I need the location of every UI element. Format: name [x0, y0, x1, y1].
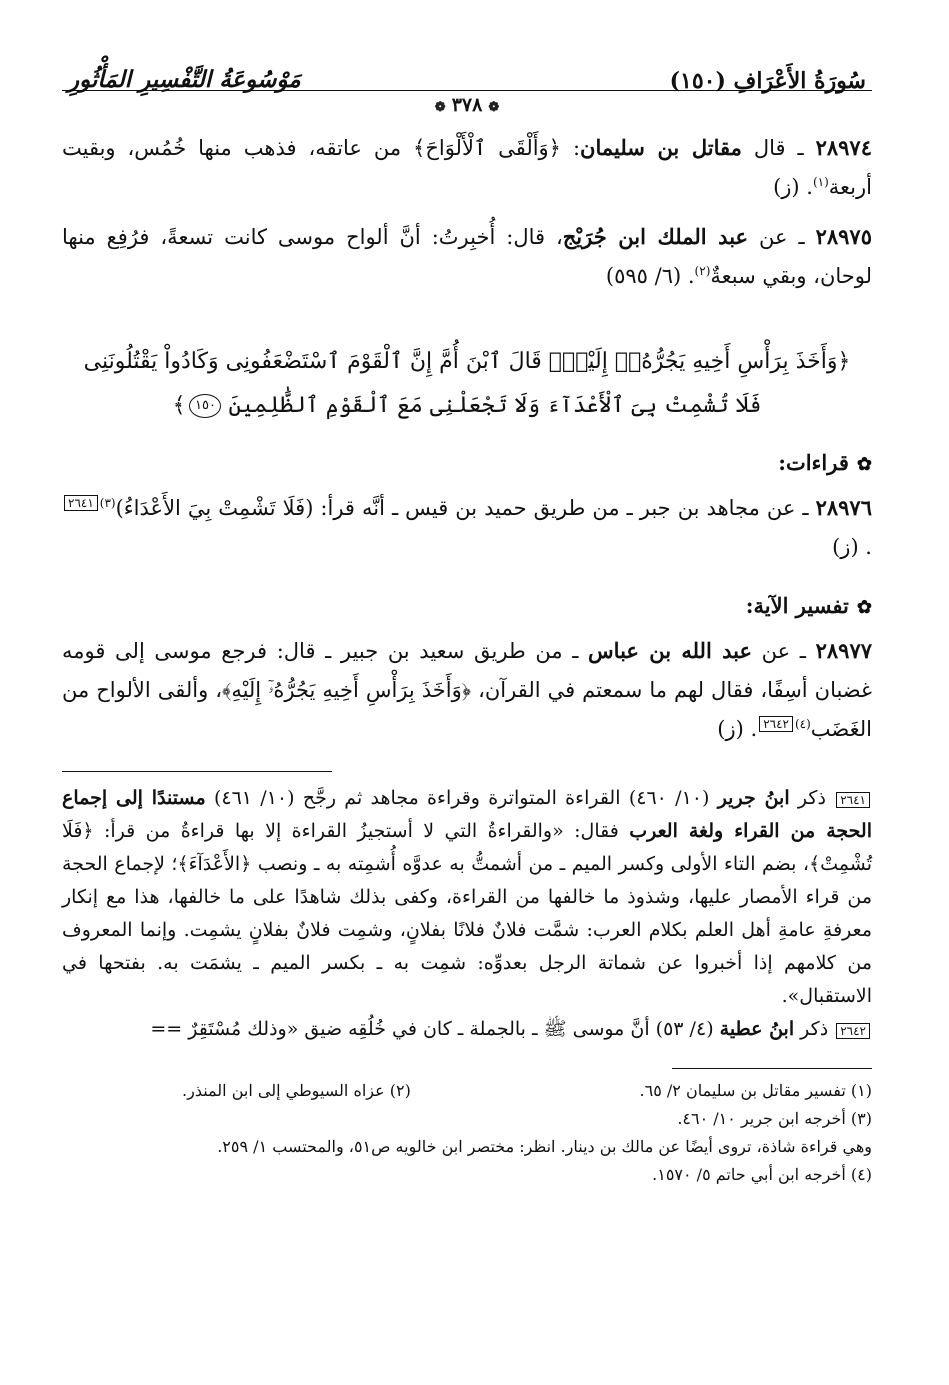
verse-line-1: ﴿وَأَخَذَ بِرَأْسِ أَخِيهِ يَجُرُّهُۥٓ إِلَيْهِۚ قَالَ ٱبْنَ أُمَّ إِنَّ ٱلْقَوْمَ ٱسْتَضْعَفُونِى وَكَادُواْ يَقْتُلُونَنِى — [83, 349, 851, 374]
entry-lead: ـ قال — [741, 136, 816, 160]
commentary-text: فقال: «والقراءةُ التي لا أستجيزُ القراءة إلا بها قراءةُ من قرأ: ﴿فَلَا تُشْمِتْ﴾، بضم التاء الأولى وكسر الميم ـ من أشمتُّ به عدوَّه أُشمِته به ـ ونصب ﴿الأَعْدَآءَ﴾؛ لإجماع الحجة من قراء الأمصار عليها، وشذوذ ما خالفها من القراءة، وكفى بذلك شاهدًا على ما خالفها، هذا مع إنكار معرفةِ عامةِ أهل العلم بكلام العرب: شمَّت فلانٌ فلانًا بفلانٍ، وشمِت فلانٌ بفلانٍ يشمِت. وإنما المعروف من كلامهم إذا أخبروا عن شماتة الرجل بعدوِّه: شمِت به ـ بكسر الميم ـ يشمَت به. بفتحها في الاستقبال». — [62, 820, 872, 1007]
hadith-entry — [62, 631, 872, 749]
commentary-lead: ذكر — [789, 787, 835, 809]
page-number: ٣٧٨ — [451, 94, 483, 116]
quran-verse — [62, 340, 872, 428]
footnote-marker[interactable]: (٣) — [99, 496, 116, 510]
commentary-ref-box[interactable]: ٢٦٤٢ — [759, 716, 793, 732]
sura-title: سُورَةُ الأَعْرَافِ (١٥٠) — [669, 68, 866, 94]
header-rule — [62, 90, 872, 91]
footnote-marker[interactable]: (٢) — [694, 264, 711, 278]
commentary-note — [62, 782, 872, 1013]
footnotes — [62, 1077, 872, 1189]
book-title: مَوْسُوعَةُ التَّفْسِيرِ المَأْثُورِ — [68, 66, 301, 93]
commentary-note — [62, 1013, 872, 1046]
page-number-block — [62, 94, 872, 116]
hadith-entry — [62, 128, 872, 207]
commentary-cite: (١٠/ ٤٦٠) — [620, 787, 718, 809]
commentary-bold: مستندًا إلى إجماع الحجة من القراء ولغة العرب — [62, 787, 872, 842]
hadith-entry — [62, 217, 872, 296]
verse-line-2-text: فَلَا تُشْمِتْ بِىَ ٱلْأَعْدَآءَ وَلَا تَجْعَلْنِى مَعَ ٱلْقَوْمِ ٱلظَّٰلِمِينَ — [228, 393, 762, 418]
verse-line-2 — [62, 384, 872, 428]
footnote-3-cont: وهي قراءة شاذة، تروى أيضًا عن مالك بن دينار. انظر: مختصر ابن خالويه ص٥١، والمحتسب ١/ ٢٥٩. — [217, 1137, 872, 1156]
section-title: قراءات: — [778, 450, 849, 475]
footnote-1: (١) تفسير مقاتل بن سليمان ٢/ ٦٥. — [639, 1081, 872, 1100]
section-heading-readings — [62, 446, 872, 482]
footnote-marker[interactable]: (٤) — [794, 717, 811, 731]
entry-author: عبد الله بن عباس — [588, 638, 752, 663]
commentary-author: ابنُ جرير — [717, 787, 790, 809]
commentary-ref-box[interactable]: ٢٦٤١ — [64, 495, 98, 511]
footnote-row — [62, 1077, 872, 1105]
entry-number: ٢٨٩٧٥ — [815, 224, 872, 249]
footnote-2: (٢) عزاه السيوطي إلى ابن المنذر. — [182, 1081, 411, 1100]
entry-end: . (ز) — [717, 717, 758, 741]
commentary-lead: ذكر — [794, 1018, 835, 1040]
entry-author: مقاتل بن سليمان — [580, 135, 742, 160]
verse-close: ﴾ — [172, 393, 186, 418]
footnote-separator — [672, 1068, 872, 1069]
entry-lead: ـ عن — [748, 225, 816, 249]
footnote-4: (٤) أخرجه ابن أبي حاتم ٥/ ١٥٧٠. — [652, 1165, 872, 1184]
hadith-entry — [62, 488, 872, 567]
page-header — [62, 60, 872, 116]
commentary-text: القراءة المتواترة وقراءة مجاهد ثم رجَّح (١٠/ ٤٦١) — [205, 787, 621, 809]
entry-number: ٢٨٩٧٦ — [815, 495, 872, 520]
flower-ornament-icon: ✿ — [856, 454, 872, 475]
ayah-number-marker: ١٥٠ — [189, 394, 221, 418]
commentary-author: ابنُ عطية — [719, 1018, 795, 1040]
book-page — [62, 60, 872, 1189]
ornament-icon: ❁ — [434, 100, 446, 115]
entry-text: ـ عن مجاهد بن جبر ـ من طريق حميد بن قيس ـ أنَّه قرأ: (فَلَا تَشْمِتْ بِيَ الأَعْدَاءُ) — [115, 496, 816, 520]
commentary-separator — [62, 771, 332, 772]
entry-text: ـ من طريق سعيد بن جبير ـ قال: فرجع موسى إلى قومه غضبان أسِفًا، فقال لهم ما سمعتم في القرآن، ﴿وَأَخَذَ بِرَأْسِ أَخِيهِ يَجُرُّهُۥٓ إِلَيْهِ﴾، وألقى الألواح من الغَضَب — [62, 639, 872, 741]
entry-text: ، قال: أُخبِرتُ: أنَّ ألواح موسى كانت تسعةً، فرُفِع منها لوحان، وبقي سبعةٌ — [62, 225, 872, 288]
entry-end: . (٦/ ٥٩٥) — [605, 264, 695, 288]
footnote-marker[interactable]: (١) — [812, 175, 829, 189]
entry-text: : ﴿وَأَلْقَى ٱلْأَلْوَاحَ﴾ من عاتقه، فذهب منها خُمُس، وبقيت أربعة — [62, 136, 872, 199]
commentary-ref-box: ٢٦٤٢ — [836, 1023, 870, 1039]
commentary-ref-box: ٢٦٤١ — [836, 792, 870, 808]
ornament-icon: ❁ — [488, 100, 500, 115]
entry-number: ٢٨٩٧٤ — [815, 135, 872, 160]
section-heading-tafsir — [62, 589, 872, 625]
commentary-cite: (٤/ ٥٣) — [649, 1018, 720, 1040]
entry-end: . (ز) — [773, 175, 813, 199]
commentary-text: أنَّ موسى ﷺ ـ بالجملة ـ كان في خُلُقِه ضيق «وذلك مُسْتَقِرٌ == — [150, 1018, 650, 1040]
entry-lead: ـ عن — [751, 639, 816, 663]
entry-author: عبد الملك ابن جُرَيْج — [562, 224, 749, 249]
entry-end: . (ز) — [832, 535, 872, 559]
footnote-3: (٣) أخرجه ابن جرير ١٠/ ٤٦٠. — [677, 1109, 872, 1128]
entry-number: ٢٨٩٧٧ — [815, 638, 873, 663]
flower-ornament-icon: ✿ — [856, 597, 872, 618]
section-title: تفسير الآية: — [745, 593, 849, 618]
